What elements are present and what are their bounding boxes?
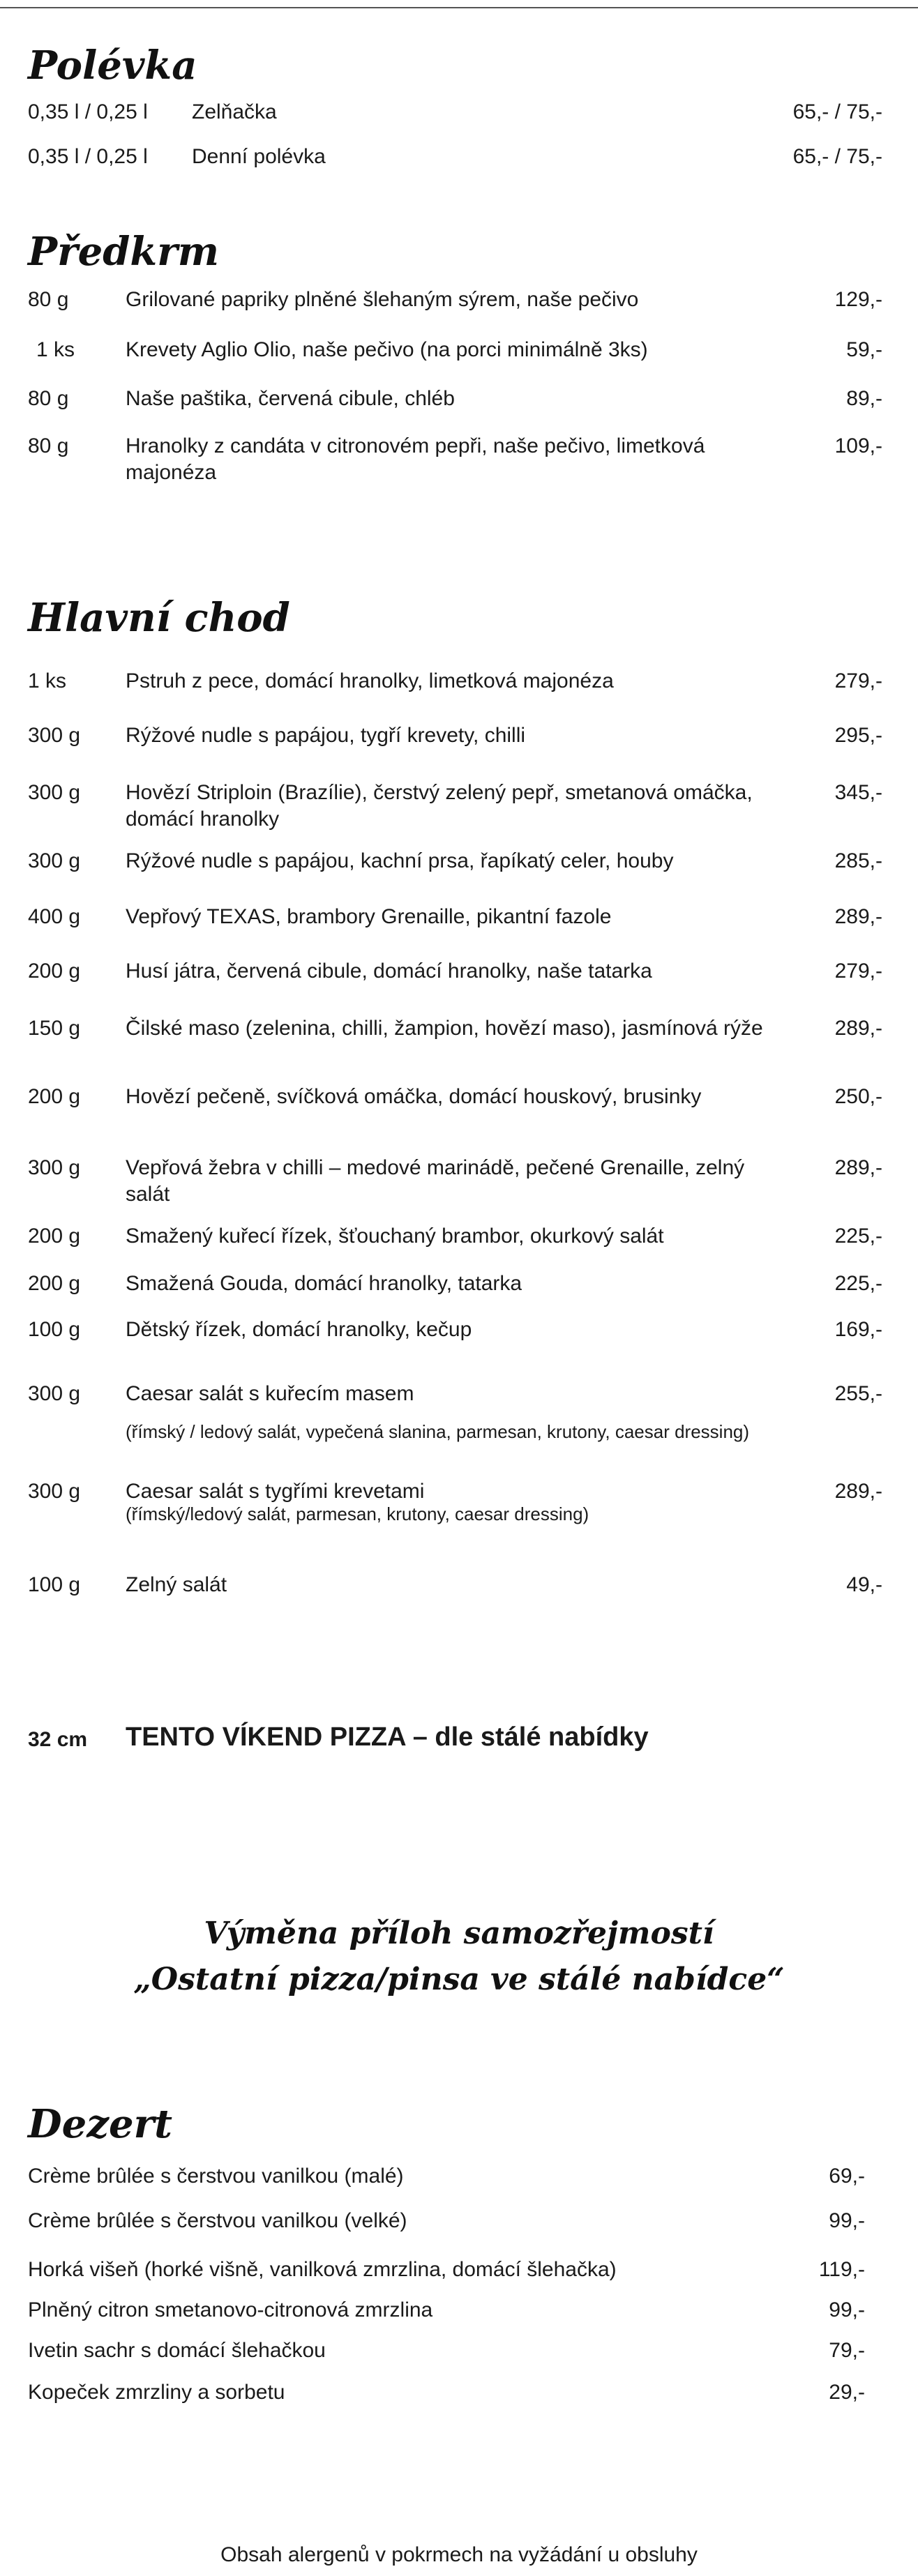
item-price: 65,- / 75,- bbox=[792, 100, 882, 123]
menu-item bbox=[28, 1317, 900, 1381]
item-quantity: 1 ks bbox=[36, 338, 75, 361]
item-name: Caesar salát s kuřecím masem bbox=[126, 1382, 414, 1405]
item-quantity: 300 g bbox=[28, 724, 81, 747]
menu-item bbox=[28, 668, 900, 722]
item-description: (římský / ledový salát, vypečená slanina, parmesan, krutony, caesar dressing) bbox=[126, 1421, 750, 1442]
item-quantity: 300 g bbox=[28, 849, 81, 872]
item-name: Husí játra, červená cibule, domácí hranolky, naše tatarka bbox=[126, 960, 652, 983]
item-name: Pstruh z pece, domácí hranolky, limetková majonéza bbox=[126, 669, 614, 692]
item-price: 65,- / 75,- bbox=[792, 145, 882, 168]
menu-item bbox=[28, 2338, 900, 2379]
item-quantity: 200 g bbox=[28, 1085, 81, 1108]
item-name: Vepřový TEXAS, brambory Grenaille, pikantní fazole bbox=[126, 905, 612, 928]
item-name: Krevety Aglio Olio, naše pečivo (na porci minimálně 3ks) bbox=[126, 338, 648, 361]
section-title-soup: Polévka bbox=[28, 43, 197, 89]
starter-section bbox=[28, 227, 900, 489]
item-price: 279,- bbox=[834, 960, 882, 983]
item-price: 289,- bbox=[834, 1017, 882, 1040]
item-price: 169,- bbox=[834, 1318, 882, 1341]
sides-note bbox=[0, 1911, 918, 2003]
item-name: Crème brûlée s čerstvou vanilkou (malé) bbox=[28, 2165, 404, 2188]
soup-section bbox=[28, 40, 900, 188]
menu-item bbox=[28, 386, 900, 433]
menu-item bbox=[28, 904, 900, 958]
item-name: Horká višeň (horké višně, vanilková zmrzlina, domácí šlehačka) bbox=[28, 2258, 617, 2281]
menu-item bbox=[28, 1478, 900, 1572]
item-name: Crème brûlée s čerstvou vanilkou (velké) bbox=[28, 2209, 407, 2232]
item-quantity: 150 g bbox=[28, 1017, 81, 1040]
item-name: Hovězí Striploin (Brazílie), čerstvý zelený pepř, smetanová omáčka, domácí hranolky bbox=[126, 781, 753, 831]
section-title-starter: Předkrm bbox=[28, 229, 219, 275]
item-price: 345,- bbox=[834, 781, 882, 804]
menu-item bbox=[28, 958, 900, 1015]
item-quantity: 300 g bbox=[28, 781, 81, 804]
item-quantity: 200 g bbox=[28, 1225, 81, 1248]
item-quantity: 100 g bbox=[28, 1573, 81, 1596]
item-quantity: 80 g bbox=[28, 288, 69, 311]
item-name: Caesar salát s tygřími krevetami bbox=[126, 1480, 425, 1503]
item-quantity: 300 g bbox=[28, 1156, 81, 1179]
note-line-2: „Ostatní pizza/pinsa ve stálé nabídce“ bbox=[133, 1962, 785, 1997]
note-line-1: Výměna příloh samozřejmostí bbox=[204, 1916, 714, 1951]
menu-item bbox=[28, 2379, 900, 2414]
item-name: Hranolky z candáta v citronovém pepři, naše pečivo, limetková majonéza bbox=[126, 434, 705, 484]
item-name: Kopeček zmrzliny a sorbetu bbox=[28, 2381, 285, 2404]
item-price: 49,- bbox=[846, 1573, 882, 1596]
menu-item bbox=[28, 848, 900, 904]
menu-item bbox=[28, 337, 900, 386]
item-price: 99,- bbox=[829, 2298, 865, 2321]
menu-item bbox=[28, 1223, 900, 1271]
item-name: Plněný citron smetanovo-citronová zmrzlina bbox=[28, 2298, 433, 2321]
item-name: Grilované papriky plněné šlehaným sýrem, naše pečivo bbox=[126, 288, 639, 311]
item-quantity: 300 g bbox=[28, 1480, 81, 1503]
menu-item bbox=[28, 2257, 900, 2297]
menu-item bbox=[28, 433, 900, 489]
section-title-main: Hlavní chod bbox=[28, 595, 290, 641]
item-name: Denní polévka bbox=[192, 145, 326, 168]
item-quantity: 400 g bbox=[28, 905, 81, 928]
item-price: 129,- bbox=[834, 288, 882, 311]
item-price: 285,- bbox=[834, 849, 882, 872]
item-name: Rýžové nudle s papájou, kachní prsa, řapíkatý celer, houby bbox=[126, 849, 674, 872]
dessert-section bbox=[28, 2099, 900, 2414]
menu-item bbox=[28, 780, 900, 848]
allergen-notice: Obsah alergenů v pokrmech na vyžádání u obsluhy bbox=[220, 2543, 698, 2566]
menu-item bbox=[28, 1155, 900, 1223]
menu-item bbox=[28, 1381, 900, 1478]
item-price: 59,- bbox=[846, 338, 882, 361]
item-name: Čilské maso (zelenina, chilli, žampion, hovězí maso), jasmínová rýže bbox=[126, 1017, 763, 1040]
pizza-line bbox=[28, 1722, 865, 1757]
pizza-title: TENTO VÍKEND PIZZA – dle stálé nabídky bbox=[126, 1722, 649, 1752]
item-quantity: 80 g bbox=[28, 434, 69, 457]
item-price: 89,- bbox=[846, 387, 882, 410]
item-price: 255,- bbox=[834, 1382, 882, 1405]
menu-item bbox=[28, 1015, 900, 1084]
menu-item bbox=[28, 2163, 900, 2208]
menu-item bbox=[28, 1084, 900, 1155]
item-price: 289,- bbox=[834, 1480, 882, 1503]
item-quantity: 80 g bbox=[28, 387, 69, 410]
item-name: Dětský řízek, domácí hranolky, kečup bbox=[126, 1318, 472, 1341]
item-price: 279,- bbox=[834, 669, 882, 692]
item-price: 79,- bbox=[829, 2339, 865, 2362]
menu-item bbox=[28, 722, 900, 780]
item-name: Zelňačka bbox=[192, 100, 277, 123]
menu-item bbox=[28, 2208, 900, 2257]
item-price: 69,- bbox=[829, 2165, 865, 2188]
menu-item bbox=[28, 1271, 900, 1317]
item-name: Smažený kuřecí řízek, šťouchaný brambor, okurkový salát bbox=[126, 1225, 664, 1248]
item-name: Naše paštika, červená cibule, chléb bbox=[126, 387, 455, 410]
item-name: Ivetin sachr s domácí šlehačkou bbox=[28, 2339, 326, 2362]
menu-item bbox=[28, 1572, 900, 1614]
menu-item bbox=[28, 144, 900, 188]
item-price: 295,- bbox=[834, 724, 882, 747]
item-name: Vepřová žebra v chilli – medové marinádě, pečené Grenaille, zelný salát bbox=[126, 1156, 745, 1206]
menu-item bbox=[28, 287, 900, 337]
item-price: 289,- bbox=[834, 1156, 882, 1179]
item-price: 225,- bbox=[834, 1272, 882, 1295]
item-name: Smažená Gouda, domácí hranolky, tatarka bbox=[126, 1272, 522, 1295]
item-price: 225,- bbox=[834, 1225, 882, 1248]
item-quantity: 200 g bbox=[28, 960, 81, 983]
item-description: (římský/ledový salát, parmesan, krutony, caesar dressing) bbox=[126, 1503, 589, 1524]
item-price: 119,- bbox=[818, 2258, 865, 2281]
pizza-size: 32 cm bbox=[28, 1728, 88, 1751]
menu-item bbox=[28, 2297, 900, 2338]
item-quantity: 100 g bbox=[28, 1318, 81, 1341]
section-title-dessert: Dezert bbox=[28, 2101, 172, 2147]
item-quantity: 1 ks bbox=[28, 669, 67, 692]
item-price: 29,- bbox=[829, 2381, 865, 2404]
item-name: Hovězí pečeně, svíčková omáčka, domácí houskový, brusinky bbox=[126, 1085, 702, 1108]
item-quantity: 0,35 l / 0,25 l bbox=[28, 100, 148, 123]
item-quantity: 300 g bbox=[28, 1382, 81, 1405]
item-name: Zelný salát bbox=[126, 1573, 227, 1596]
menu-item bbox=[28, 99, 900, 144]
item-price: 99,- bbox=[829, 2209, 865, 2232]
item-name: Rýžové nudle s papájou, tygří krevety, chilli bbox=[126, 724, 526, 747]
item-quantity: 0,35 l / 0,25 l bbox=[28, 145, 148, 168]
item-price: 250,- bbox=[834, 1085, 882, 1108]
item-price: 109,- bbox=[834, 434, 882, 457]
item-quantity: 200 g bbox=[28, 1272, 81, 1295]
main-course-section bbox=[28, 593, 900, 1614]
top-rule bbox=[0, 7, 918, 8]
item-price: 289,- bbox=[834, 905, 882, 928]
